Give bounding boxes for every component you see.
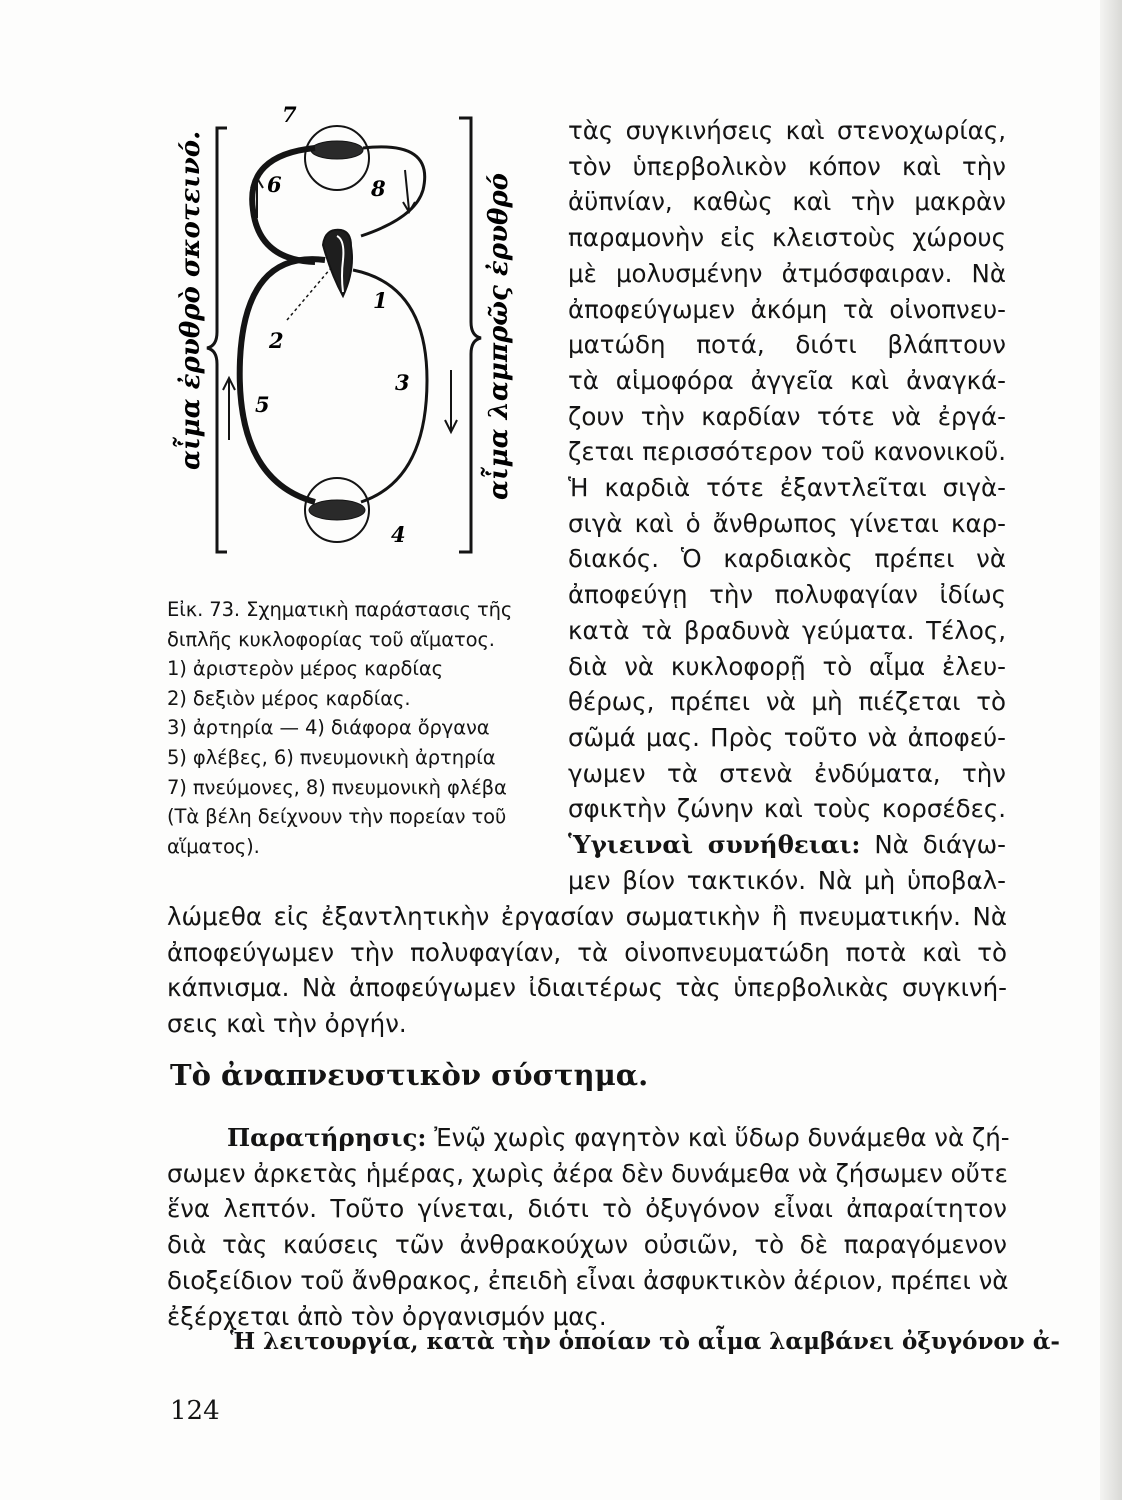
- label-7: 7: [282, 102, 297, 127]
- text-line: ἀποφεύγωμεν τὴν πολυφαγίαν, τὰ οἰνοπνευματώδη ποτὰ καὶ τὸ: [167, 937, 1007, 967]
- text-line: ἕνα λεπτόν. Τοῦτο γίνεται, διότι τὸ ὀξυγόνον εἶναι ἀπαραίτητον: [167, 1194, 1007, 1224]
- observation-label: Παρατήρησις:: [227, 1123, 427, 1152]
- text-line: σεις καὶ τὴν ὀργήν.: [167, 1009, 407, 1039]
- text-line: διὰ νὰ κυκλοφορῇ τὸ αἷμα ἐλευ-: [568, 651, 1006, 681]
- veins-path: [240, 259, 325, 502]
- label-5: 5: [255, 392, 270, 417]
- label-1: 1: [373, 288, 388, 313]
- text-line: διοξείδιον τοῦ ἄνθρακος, ἐπειδὴ εἶναι ἀσφυκτικὸν ἀέριον, πρέπει νὰ: [167, 1265, 1009, 1295]
- text-line: θέρως, πρέπει νὰ μὴ πιέζεται τὸ: [568, 687, 1006, 717]
- observation-first-line: [167, 1120, 1010, 1156]
- heart: [323, 230, 352, 296]
- habits-label: Ὑγιειναὶ συνήθειαι:: [568, 830, 861, 860]
- text-line: διὰ τὰς καύσεις τῶν ἀνθρακούχων οὐσιῶν, τὸ δὲ παραγόμενον: [167, 1230, 1007, 1260]
- organs-capillaries: [309, 500, 365, 520]
- arrow-up-icon: [223, 378, 235, 440]
- habits-paragraph: [167, 899, 1007, 1042]
- arrow-down-icon: [403, 170, 415, 212]
- text-line: τὸν ὑπερβολικὸν κόπον καὶ τὴν: [568, 151, 1006, 181]
- caption-line: 2) δεξιὸν μέρος καρδίας.: [167, 686, 411, 710]
- closing-line: Ἡ λειτουργία, κατὰ τὴν ὁποίαν τὸ αἷμα λαμβάνει ὀξυγόνον ἀ-: [230, 1328, 1060, 1355]
- text-line: σῶμά μας. Πρὸς τοῦτο νὰ ἀποφεύ-: [568, 722, 1006, 752]
- page-edge: [1100, 0, 1122, 1500]
- text-line: παραμονὴν εἰς κλειστοὺς χώρους: [568, 223, 1006, 253]
- arrow-down-icon: [445, 370, 457, 432]
- observation-text: Ἐνῷ χωρὶς φαγητὸν καὶ ὕδωρ δυνάμεθα νὰ ζή-: [434, 1123, 1010, 1152]
- text-line: λώμεθα εἰς ἐξαντλητικὴν ἐργασίαν σωματικὴν ἢ πνευματικήν. Νὰ: [167, 902, 1007, 931]
- text-line: ζεται περισσότερον τοῦ κανονικοῦ.: [568, 437, 1006, 467]
- section-heading: Τὸ ἀναπνευστικὸν σύστημα.: [170, 1058, 649, 1092]
- caption-line: 5) φλέβες, 6) πνευμονικὴ ἀρτηρία: [167, 745, 496, 769]
- text-line: μὲ μολυσμένην ἀτμόσφαιραν. Νὰ: [568, 258, 1006, 288]
- habits-line: [568, 827, 1006, 863]
- right-blood-label: αἷμα λαμπρῶς ἐρυθρό: [484, 172, 514, 500]
- text-line: σιγὰ καὶ ὁ ἄνθρωπος γίνεται καρ-: [568, 508, 1006, 538]
- text-line: μεν βίον τακτικόν. Νὰ μὴ ὑποβαλ-: [568, 865, 1006, 895]
- text-line: τὰς συγκινήσεις καὶ στενοχωρίας,: [568, 116, 1006, 145]
- figure-caption: [167, 595, 537, 861]
- circulation-diagram: [165, 100, 540, 575]
- text-line: ματώδη ποτά, διότι βλάπτουν: [568, 330, 1006, 360]
- label-8: 8: [371, 176, 386, 201]
- text-line: Ἡ καρδιὰ τότε ἐξαντλεῖται σιγὰ-: [568, 473, 1006, 503]
- text-line: σφικτὴν ζώνην καὶ τοὺς κορσέδες.: [568, 794, 1006, 824]
- observation-paragraph: [167, 1120, 1010, 1334]
- right-column-text: [568, 113, 1006, 898]
- caption-line: αἵματος).: [167, 834, 260, 858]
- caption-line: 3) ἀρτηρία — 4) διάφορα ὄργανα: [167, 716, 490, 740]
- page-number: 124: [170, 1396, 220, 1426]
- label-3: 3: [395, 370, 410, 395]
- label-2: 2: [269, 328, 284, 353]
- text-line: ἀποφεύγῃ τὴν πολυφαγίαν ἰδίως: [568, 580, 1006, 610]
- text-line: ἀϋπνίαν, καθὼς καὶ τὴν μακρὰν: [568, 187, 1006, 217]
- caption-line: 1) ἀριστερὸν μέρος καρδίας: [167, 657, 443, 681]
- text-line: κατὰ τὰ βραδυνὰ γεύματα. Τέλος,: [568, 615, 1006, 645]
- caption-line: 7) πνεύμονες, 8) πνευμονικὴ φλέβα: [167, 775, 507, 799]
- left-blood-label: αἷμα ἐρυθρὸ σκοτεινό.: [176, 130, 206, 470]
- label-6: 6: [267, 172, 282, 197]
- text-line: διακός. Ὁ καρδιακὸς πρέπει νὰ: [568, 544, 1006, 574]
- text-line: γωμεν τὰ στενὰ ἐνδύματα, τὴν: [568, 758, 1006, 788]
- habits-text: Νὰ διάγω-: [874, 830, 1006, 860]
- text-line: ζουν τὴν καρδίαν τότε νὰ ἐργά-: [568, 401, 1006, 431]
- label-4: 4: [391, 522, 406, 547]
- right-brace: [459, 118, 481, 552]
- caption-line: διπλῆς κυκλοφορίας τοῦ αἵματος.: [167, 627, 495, 651]
- text-line: κάπνισμα. Νὰ ἀποφεύγωμεν ἰδιαιτέρως τὰς ὑπερβολικὰς συγκινή-: [167, 973, 1007, 1003]
- caption-line: Εἰκ. 73. Σχηματικὴ παράστασις τῆς: [167, 598, 513, 621]
- text-line: ἐξέρχεται ἀπὸ τὸν ὀργανισμόν μας.: [167, 1301, 607, 1331]
- text-line: τὰ αἱμοφόρα ἀγγεῖα καὶ ἀναγκά-: [568, 365, 1006, 395]
- left-brace: [207, 128, 227, 552]
- text-line: ἀποφεύγωμεν ἀκόμη τὰ οἰνοπνευ-: [568, 294, 1006, 324]
- lungs-capillaries: [311, 141, 363, 159]
- caption-line: (Τὰ βέλη δείχνουν τὴν πορείαν τοῦ: [167, 805, 507, 829]
- artery-path: [353, 270, 427, 502]
- text-line: σωμεν ἀρκετὰς ἡμέρας, χωρὶς ἀέρα δὲν δυνάμεθα νὰ ζήσωμεν οὔτε: [167, 1158, 1008, 1188]
